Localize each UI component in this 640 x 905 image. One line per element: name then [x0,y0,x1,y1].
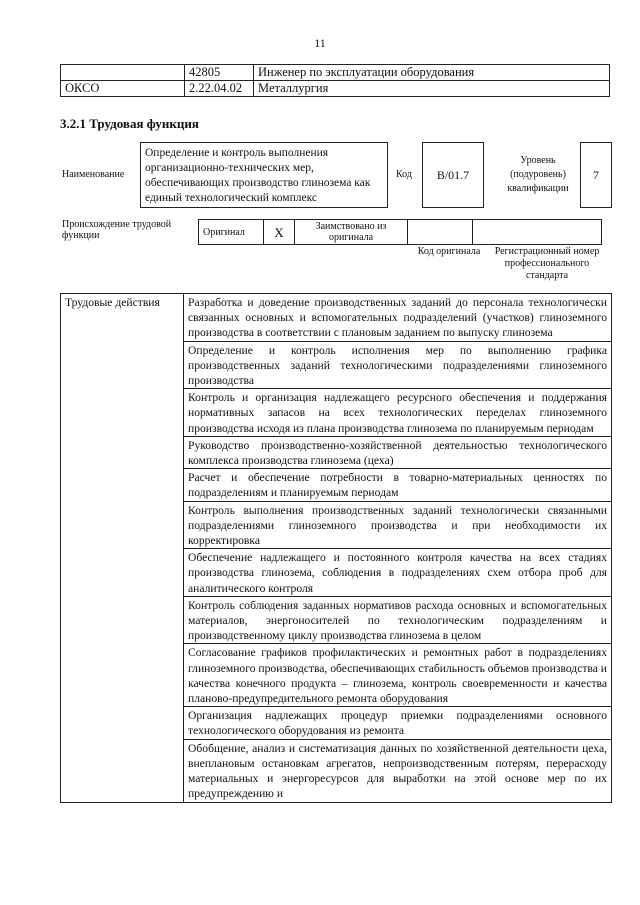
okso-label-cell [61,65,185,81]
action-cell: Контроль и организация надлежащего ресурсного обеспечения и поддержания нормативных запасов на всех технологических переделах глиноземного производства исходя из плана производства глинозема по планируемым периодам [184,389,612,437]
code-origin-caption: Код оригинала [417,246,481,257]
section-title: 3.2.1 Трудовая функция [60,116,199,131]
okso-table [60,64,610,97]
original-mark: X [264,220,295,245]
action-cell: Разработка и доведение производственных заданий до персонала технологически связанных основных и вспомогательных подразделений (участков) глиноземного производства в соответствии с плановым заданием по выпуску глинозема [184,294,612,342]
action-cell: Организация надлежащих процедур приемки подразделениями основного технологического оборудования из ремонта [184,707,612,739]
level-label: Уровень (подуровень) квалификации [507,155,569,194]
action-cell: Контроль выполнения производственных заданий технологически связанными подразделениями глиноземного производства и при необходимости их корректировка [184,501,612,549]
code-label: Код [396,169,412,180]
original-code-cell [408,220,473,245]
action-cell: Обеспечение надлежащего и постоянного контроля качества на всех стадиях производства глинозема, соблюдения в подразделениях схем отбора проб для аналитического контроля [184,549,612,597]
name-label: Наименование [62,169,125,180]
table-row [199,220,602,245]
action-cell: Контроль соблюдения заданных нормативов расхода основных и вспомогательных материалов, энергоносителей по технологическим подразделениям и производственному циклу производства глинозема в целом [184,596,612,644]
action-cell: Обобщение, анализ и систематизация данных по хозяйственной деятельности цеха, внеплановым остановкам агрегатов, непроизводственным потерям, перерасходу материальных и энергоресурсов для выработки на этой основе мер по их предупреждению и [184,739,612,802]
action-cell: Расчет и обеспечение потребности в товарно-материальных ценностях по подразделениям и планируемым периодам [184,469,612,501]
page-number: 11 [314,36,326,50]
okso-code-cell: 2.22.04.02 [185,81,254,97]
okso-title-cell: Инженер по эксплуатации оборудования [254,65,610,81]
action-cell: Руководство производственно-хозяйственной деятельностью технологического комплекса производства глинозема (цеха) [184,436,612,468]
reg-number-caption: Регистрационный номер профессионального стандарта [494,246,600,281]
action-cell: Согласование графиков профилактических и ремонтных работ в подразделениях глиноземного производства, обеспечивающих стабильность объемов производства и качества конечного продукта – глинозема, контроль своевременности и качества планово-предупредительного ремонта оборудования [184,644,612,707]
origin-label: Происхождение трудовой функции [62,219,172,241]
okso-title-cell: Металлургия [254,81,610,97]
level-box: 7 [580,142,612,208]
table-row [61,294,612,342]
reg-number-cell [473,220,602,245]
function-name-box: Определение и контроль выполнения организационно-технических мер, обеспечивающих производство глинозема как единый технологический комплекс [140,142,388,208]
actions-header: Трудовые действия [61,294,184,803]
labor-actions-table [60,293,612,803]
borrowed-cell: Заимствовано из оригинала [295,220,408,245]
okso-code-cell: 42805 [185,65,254,81]
function-code-box: B/01.7 [422,142,484,208]
table-row [61,65,610,81]
origin-table [198,219,602,245]
okso-label-cell: ОКСО [61,81,185,97]
original-cell: Оригинал [199,220,264,245]
action-cell: Определение и контроль исполнения мер по выполнению графика производственных заданий технологическими подразделениями глиноземного производства [184,341,612,389]
table-row [61,81,610,97]
